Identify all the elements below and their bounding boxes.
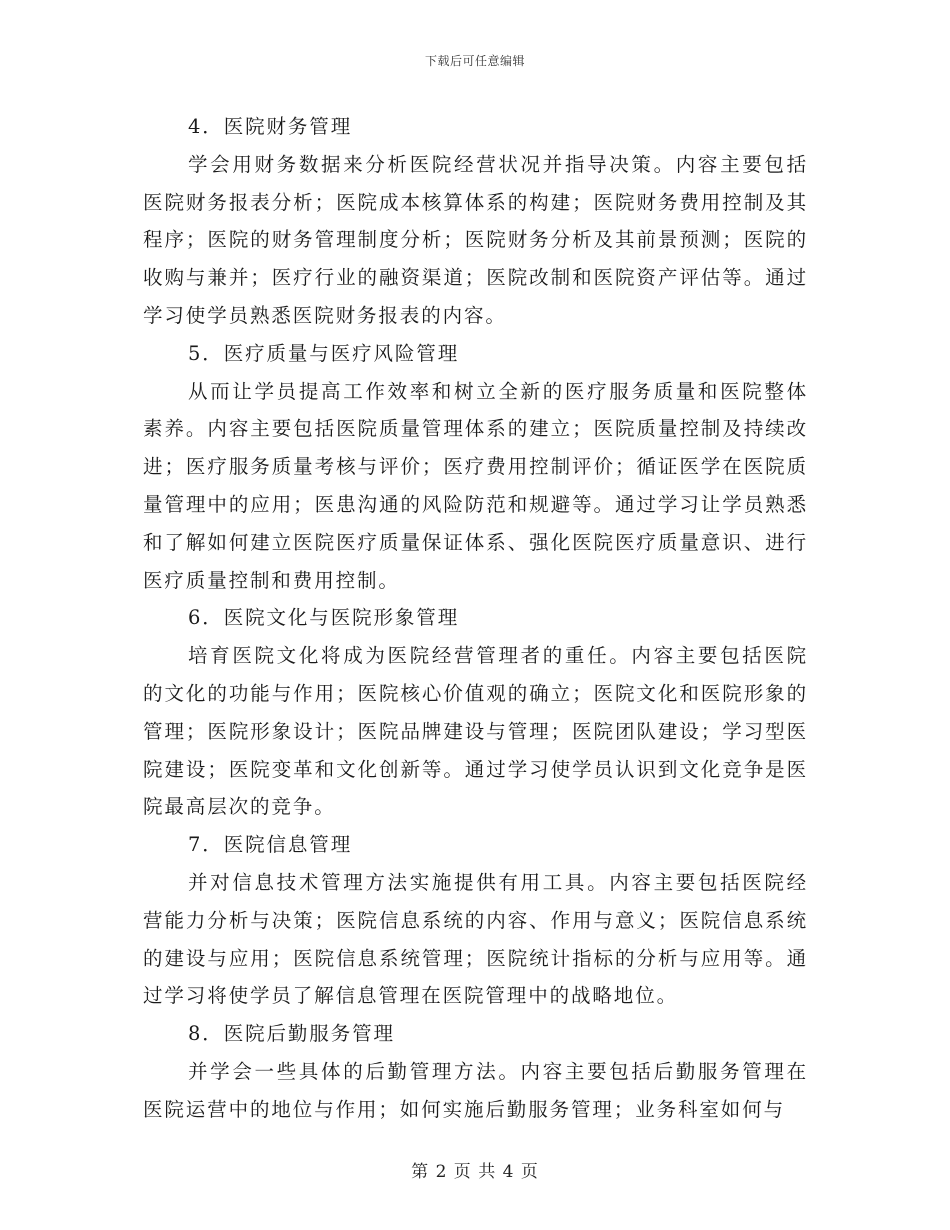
section-body-6: 培育医院文化将成为医院经营管理者的重任。内容主要包括医院的文化的功能与作用；医院核心价值观的确立；医院文化和医院形象的管理；医院形象设计；医院品牌建设与管理；医院团队建设；学习型医院建设；医院变革和文化创新等。通过学习使学员认识到文化竞争是医院最高层次的竞争。 bbox=[143, 644, 808, 819]
document-body bbox=[143, 108, 808, 1129]
page-header: 下载后可任意编辑 bbox=[424, 54, 525, 68]
section-heading-7: 7．医院信息管理 bbox=[188, 833, 353, 857]
section-body-8: 并学会一些具体的后勤管理方法。内容主要包括后勤服务管理在医院运营中的地位与作用；如何实施后勤服务管理；业务科室如何与 bbox=[143, 1059, 808, 1121]
section-body-4: 学会用财务数据来分析医院经营状况并指导决策。内容主要包括医院财务报表分析；医院成本核算体系的构建；医院财务费用控制及其程序；医院的财务管理制度分析；医院财务分析及其前景预测；医院的收购与兼并；医疗行业的融资渠道；医院改制和医院资产评估等。通过学习使学员熟悉医院财务报表的内容。 bbox=[143, 152, 808, 327]
section-body-5: 从而让学员提高工作效率和树立全新的医疗服务质量和医院整体素养。内容主要包括医院质量管理体系的建立；医院质量控制及持续改进；医疗服务质量考核与评价；医疗费用控制评价；循证医学在医院质量管理中的应用；医患沟通的风险防范和规避等。通过学习让学员熟悉和了解如何建立医院医疗质量保证体系、强化医院医疗质量意识、进行医疗质量控制和费用控制。 bbox=[143, 379, 808, 592]
section-heading-5: 5．医疗质量与医疗风险管理 bbox=[188, 341, 460, 365]
section-heading-8: 8．医院后勤服务管理 bbox=[188, 1022, 395, 1046]
section-heading-6: 6．医院文化与医院形象管理 bbox=[188, 606, 460, 630]
section-heading-4: 4．医院财务管理 bbox=[188, 115, 353, 138]
page-number-footer: 第 2 页 共 4 页 bbox=[411, 1162, 539, 1182]
section-body-7: 并对信息技术管理方法实施提供有用工具。内容主要包括医院经营能力分析与决策；医院信息系统的内容、作用与意义；医院信息系统的建设与应用；医院信息系统管理；医院统计指标的分析与应用等。通过学习将使学员了解信息管理在医院管理中的战略地位。 bbox=[143, 870, 808, 1008]
